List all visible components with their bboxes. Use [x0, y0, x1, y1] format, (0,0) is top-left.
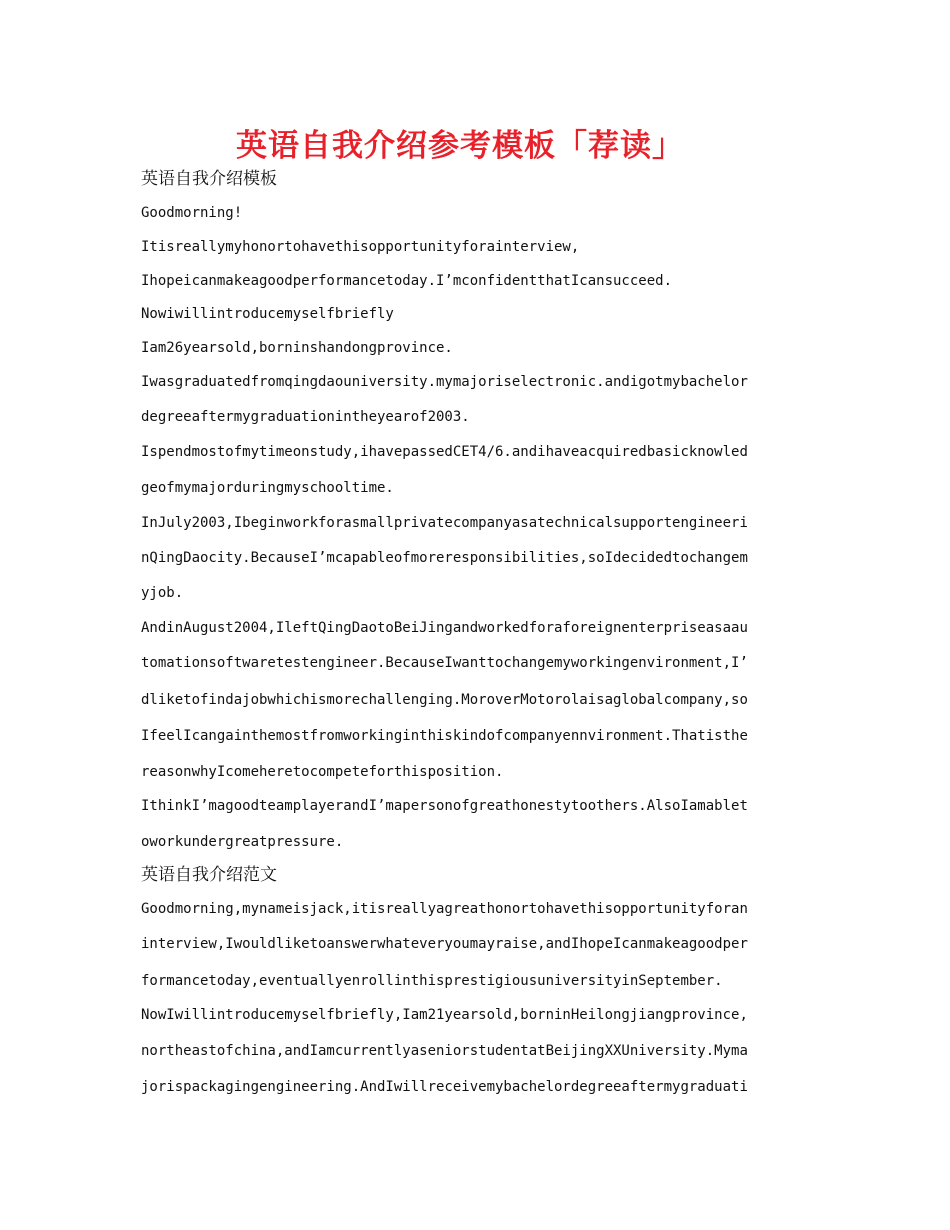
- document-title: 英语自我介绍参考模板「荐读」: [236, 128, 684, 164]
- text-line: Nowiwillintroducemyselfbriefly: [141, 306, 394, 322]
- text-line: AndinAugust2004,IleftQingDaotoBeiJingandworkedforaforeignenterpriseasaau: [141, 620, 748, 636]
- text-line: oworkundergreatpressure.: [141, 834, 344, 850]
- section-heading-sample: 英语自我介绍范文: [141, 865, 277, 885]
- text-line: IthinkI’magoodteamplayerandI’mapersonofgreathonestytoothers.AlsoIamablet: [141, 798, 748, 814]
- text-line: Iwasgraduatedfromqingdaouniversity.mymajoriselectronic.andigotmybachelor: [141, 374, 748, 390]
- text-line: yjob.: [141, 585, 184, 601]
- text-line: northeastofchina,andIamcurrentlyaseniorstudentatBeijingXXUniversity.Myma: [141, 1043, 748, 1059]
- text-line: interview,Iwouldliketoanswerwhateveryoumayraise,andIhopeIcanmakeagoodper: [141, 936, 748, 952]
- text-line: geofmymajorduringmyschooltime.: [141, 480, 394, 496]
- text-line: Ihopeicanmakeagoodperformancetoday.I’mconfidentthatIcansucceed.: [141, 273, 673, 289]
- text-line: jorispackagingengineering.AndIwillreceivemybachelordegreeaftermygraduati: [141, 1079, 748, 1095]
- text-line: NowIwillintroducemyselfbriefly,Iam21yearsold,borninHeilongjiangprovince,: [141, 1007, 748, 1023]
- text-line: IfeelIcangainthemostfromworkinginthiskindofcompanyennvironment.Thatisthe: [141, 728, 748, 744]
- text-line: Goodmorning!: [141, 205, 243, 221]
- text-line: dliketofindajobwhichismorechallenging.MoroverMotorolaisaglobalcompany,so: [141, 692, 748, 708]
- text-line: Ispendmostofmytimeonstudy,ihavepassedCET4/6.andihaveacquiredbasicknowled: [141, 444, 748, 460]
- text-line: Itisreallymyhonortohavethisopportunityforainterview,: [141, 239, 580, 255]
- text-line: formancetoday,eventuallyenrollinthisprestigiousuniversityinSeptember.: [141, 973, 723, 989]
- section-heading-template: 英语自我介绍模板: [141, 169, 277, 189]
- text-line: reasonwhyIcomeheretocompeteforthisposition.: [141, 764, 504, 780]
- text-line: tomationsoftwaretestengineer.BecauseIwanttochangemyworkingenvironment,I’: [141, 655, 748, 671]
- text-line: Goodmorning,mynameisjack,itisreallyagreathonortohavethisopportunityforan: [141, 901, 748, 917]
- text-line: degreeaftermygraduationintheyearof2003.: [141, 409, 470, 425]
- text-line: Iam26yearsold,borninshandongprovince.: [141, 340, 453, 356]
- text-line: InJuly2003,Ibeginworkforasmallprivatecompanyasatechnicalsupportengineeri: [141, 515, 748, 531]
- text-line: nQingDaocity.BecauseI’mcapableofmoreresponsibilities,soIdecidedtochangem: [141, 550, 748, 566]
